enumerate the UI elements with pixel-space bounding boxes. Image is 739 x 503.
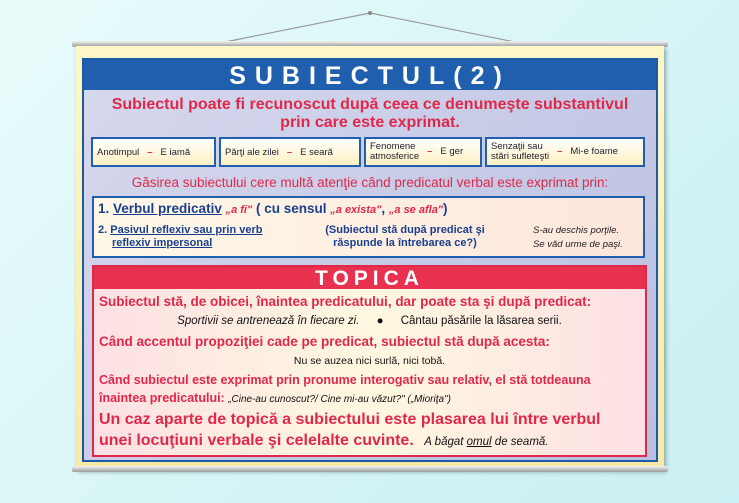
item-text: ( cu sensul [255, 201, 327, 216]
example-label: Părţi ale zilei [225, 146, 279, 158]
item-2-label [98, 224, 263, 236]
topica-rule-3: Când subiectul este exprimat prin pronume interogativ sau relativ, el stă totdeauna [99, 373, 591, 387]
quote: „a se afla" [388, 204, 444, 216]
rule-text: unei locuţiuni verbale şi celelalte cuvinte. [99, 432, 414, 449]
example-text: E iamă [160, 146, 191, 158]
example-label: Anotimpul [97, 146, 140, 158]
example-subject: omul [466, 436, 492, 448]
example-text: de seamă. [494, 436, 549, 448]
example-label: stări sufleteşti [491, 151, 550, 162]
example-text: „Cine-au cunoscut?/ Cine mi-au văzut?" („Mioriţa") [228, 394, 451, 405]
example-text: E ger [440, 146, 464, 157]
topica-rule-2: Când accentul propoziţiei cade pe predicat, subiectul stă după acesta: [99, 334, 550, 349]
item-text: ) [443, 201, 448, 216]
topica-rule-4-line-2 [99, 432, 549, 450]
example-label: Fenomene [370, 141, 416, 152]
item-number: 2. [98, 224, 108, 236]
dash: – [557, 146, 563, 157]
poster-title: SUBIECTUL(2) [84, 60, 656, 90]
dash: – [147, 146, 153, 158]
attention-text: Găsirea subiectului cere multă atenţie când predicatul verbal este exprimat prin: [131, 175, 609, 190]
example-box-season [91, 137, 216, 167]
item-2-example-2: Se văd urme de paşi. [533, 239, 623, 250]
example-text: Cântau păsările la lăsarea serii. [400, 315, 562, 327]
topica-example-1 [94, 315, 645, 327]
rule-text: înaintea predicatului: [99, 391, 225, 405]
item-number: 1. [98, 201, 110, 216]
bullet-icon: ● [376, 315, 384, 327]
example-text: Sportivii se antrenează în fiecare zi. [177, 315, 360, 327]
example-text: Mi-e foame [570, 146, 618, 157]
item-2-example-1: S-au deschis porţile. [533, 225, 620, 236]
item-2-label-2 [112, 237, 212, 249]
comma: , [381, 201, 386, 216]
example-label: Senzaţii sau [491, 141, 543, 152]
item-label: Pasivul reflexiv sau prin verb [110, 224, 263, 236]
item-label: reflexiv impersonal [112, 237, 213, 249]
example-text: E seară [300, 146, 333, 158]
example-text: A băgat [424, 436, 464, 448]
example-box-feelings [485, 137, 645, 167]
quote: „a exista" [330, 204, 382, 216]
example-box-day [219, 137, 361, 167]
topica-rule-1: Subiectul stă, de obicei, înaintea predicatului, dar poate sta şi după predicat: [99, 294, 592, 309]
topica-rule-4: Un caz aparte de topică a subiectului este plasarea lui între verbul [99, 411, 601, 428]
item-2-note-2: răspunde la întrebarea ce?) [333, 237, 477, 249]
quote: „a fi" [225, 204, 253, 216]
item-label: Verbul predicativ [113, 201, 222, 216]
intro-line-2: prin care este exprimat. [280, 114, 460, 131]
example-box-weather [364, 137, 482, 167]
item-1 [98, 201, 448, 216]
topica-example-2: Nu se auzea nici surlă, nici tobă. [293, 355, 446, 367]
topica-rule-3-line-2 [99, 391, 451, 405]
topica-title: TOPICA [94, 267, 645, 289]
bottom-rod [72, 466, 668, 472]
dash: – [427, 146, 433, 157]
item-2-note-1: (Subiectul stă după predicat şi [325, 224, 485, 236]
example-label: atmosferice [370, 151, 420, 162]
intro-line-1: Subiectul poate fi recunoscut după ceea ce denumeşte substantivul [111, 96, 629, 113]
dash: – [286, 146, 293, 158]
